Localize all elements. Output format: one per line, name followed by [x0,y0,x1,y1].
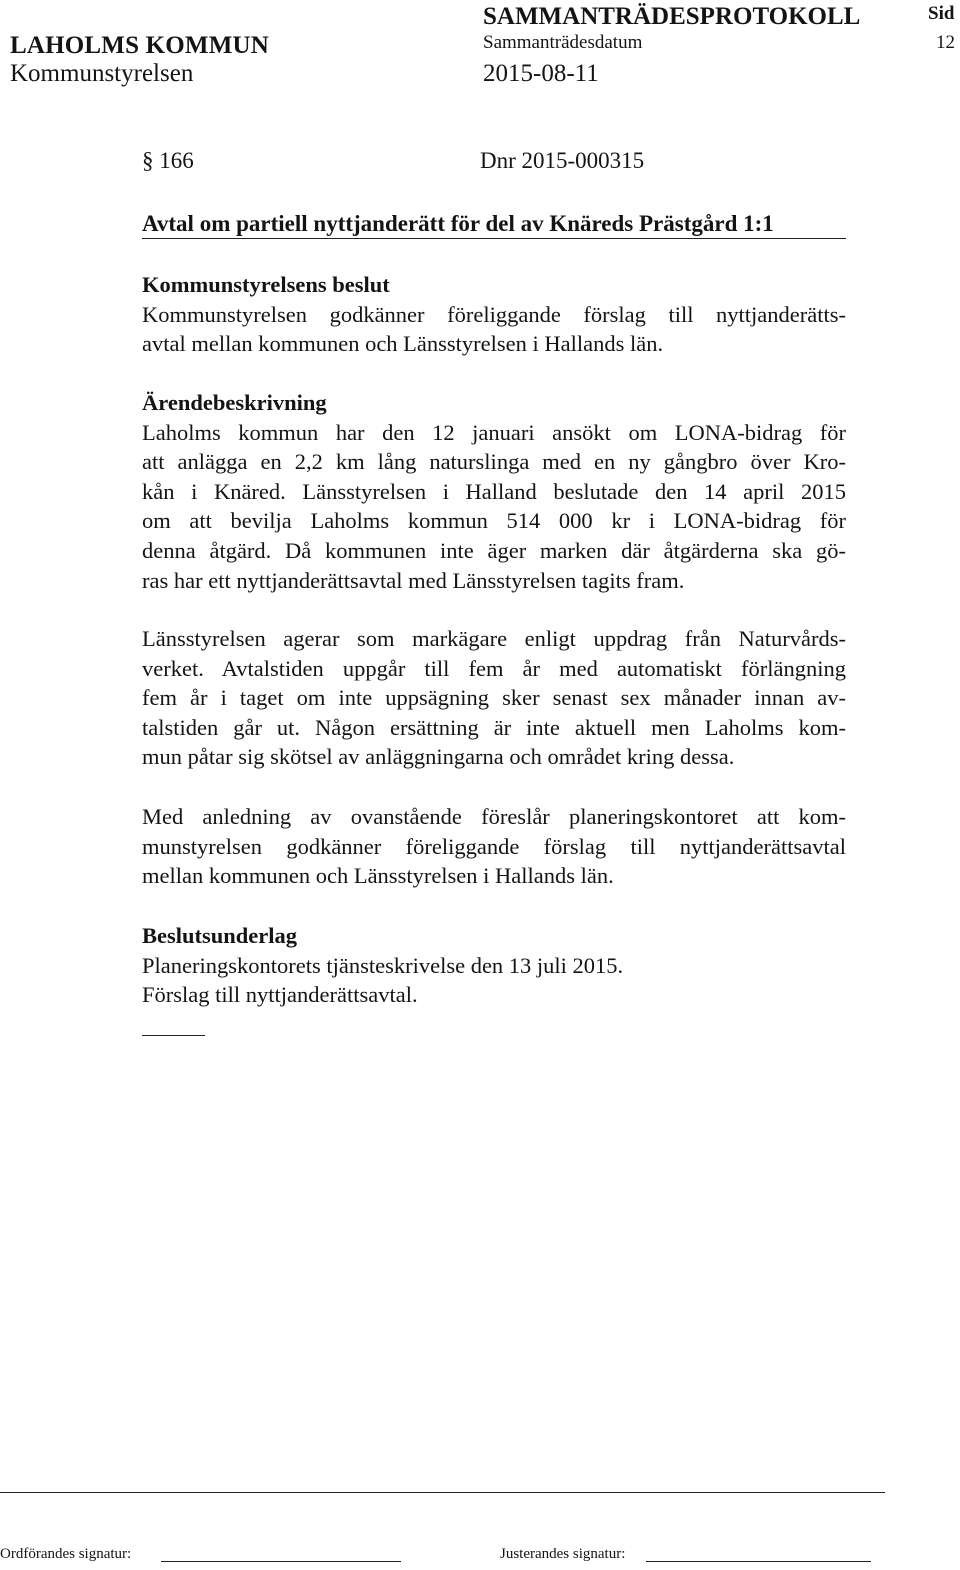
basis-section [142,921,846,1010]
item-title: Avtal om partiell nyttjanderätt för del av Knäreds Prästgård 1:1 [142,211,774,236]
description-line: mun påtar sig skötsel av anläggningarna och området kring dessa. [142,744,735,770]
adjuster-signature-label: Justerandes signatur: [500,1546,626,1562]
description-line: denna åtgärd. Då kommunen inte äger marken där åtgärderna ska gö- [142,537,846,563]
meeting-date: 2015-08-11 [483,60,599,87]
description-line: om att bevilja Laholms kommun 514 000 kr i LONA-bidrag för [142,508,846,534]
description-line: Laholms kommun har den 12 januari ansökt om LONA-bidrag för [142,419,846,445]
description-line: att anlägga en 2,2 km lång naturslinga med en ny gångbro över Kro- [142,449,846,475]
description-paragraph-2 [142,624,846,772]
description-line: talstiden går ut. Någon ersättning är inte aktuell men Laholms kom- [142,714,846,740]
description-line: Länsstyrelsen agerar som markägare enligt uppdrag från Naturvårds- [142,626,846,651]
title-underline [142,238,846,239]
adjuster-signature-line [646,1561,871,1562]
basis-heading: Beslutsunderlag [142,923,298,948]
decision-line: avtal mellan kommunen och Länsstyrelsen i Hallands län. [142,331,664,357]
description-line: Med anledning av ovanstående föreslår planeringskontoret att kom- [142,804,846,829]
decision-heading: Kommunstyrelsens beslut [142,272,390,297]
footer-rule [0,1492,885,1493]
page-number: 12 [936,32,955,53]
description-line: mellan kommunen och Länsstyrelsen i Hallands län. [142,863,614,889]
meeting-date-label: Sammanträdesdatum [483,32,643,53]
protocol-title: SAMMANTRÄDESPROTOKOLL [483,3,861,30]
board-name: Kommunstyrelsen [10,60,194,87]
description-heading: Ärendebeskrivning [142,390,327,415]
description-line: fem år i taget om inte uppsägning sker senast sex månader innan av- [142,685,846,711]
paragraph-number: § 166 [142,148,194,173]
decision-line: Kommunstyrelsen godkänner föreliggande förslag till nyttjanderätts- [142,301,846,327]
chair-signature-line [161,1561,401,1562]
description-line: kån i Knäred. Länsstyrelsen i Halland beslutade den 14 april 2015 [142,478,846,504]
description-line: munstyrelsen godkänner föreliggande förslag till nyttjanderättsavtal [142,833,846,859]
description-section [142,388,846,595]
page-label: Sid [928,3,955,24]
municipality-name: LAHOLMS KOMMUN [10,32,270,59]
basis-line: Planeringskontorets tjänsteskrivelse den 13 juli 2015. [142,952,624,978]
chair-signature-label: Ordförandes signatur: [0,1546,132,1562]
description-line: ras har ett nyttjanderättsavtal med Länsstyrelsen tagits fram. [142,567,685,593]
section-end-rule [142,1035,205,1036]
description-paragraph-3 [142,802,846,891]
basis-line: Förslag till nyttjanderättsavtal. [142,982,418,1008]
description-line: verket. Avtalstiden uppgår till fem år med automatiskt förlängning [142,655,846,681]
case-number: Dnr 2015-000315 [480,148,645,173]
decision-section [142,270,846,359]
